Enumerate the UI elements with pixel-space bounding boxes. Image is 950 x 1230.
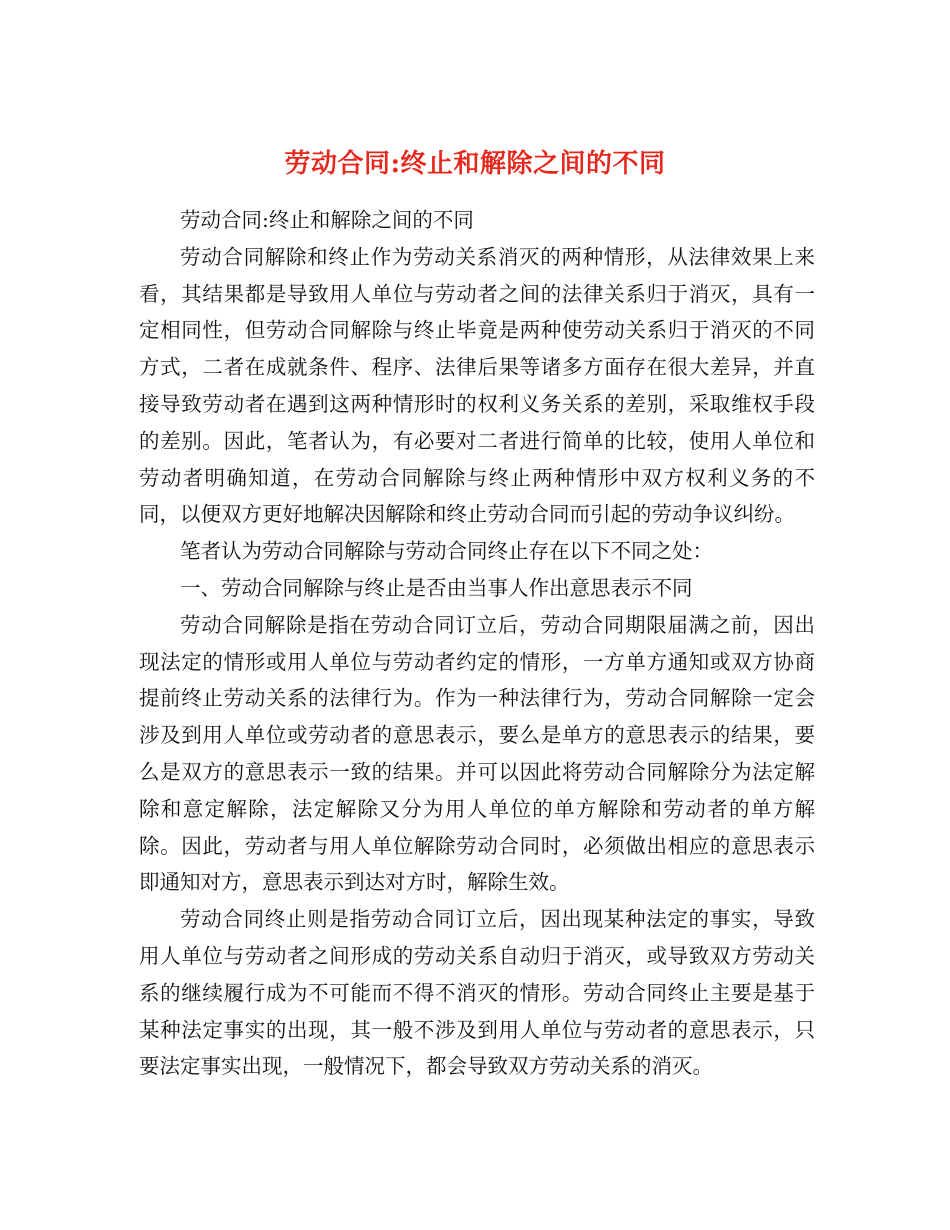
document-title: 劳动合同:终止和解除之间的不同 <box>284 149 666 180</box>
body-paragraph: 劳动合同终止则是指劳动合同订立后，因出现某种法定的事实，导致用人单位与劳动者之间形成的劳动关系自动归于消灭，或导致双方劳动关系的继续履行成为不可能而不得不消灭的情形。劳动合同终止主要是基于某种法定事实的出现，其一般不涉及到用人单位与劳动者的意思表示，只要法定事实出现，一般情况下，都会导致双方劳动关系的消灭。 <box>139 907 815 1079</box>
body-paragraph: 劳动合同解除和终止作为劳动关系消灭的两种情形，从法律效果上来看，其结果都是导致用人单位与劳动者之间的法律关系归于消灭，具有一定相同性，但劳动合同解除与终止毕竟是两种使劳动关系归于消灭的不同方式，二者在成就条件、程序、法律后果等诸多方面存在很大差异，并直接导致劳动者在遇到这两种情形时的权利义务关系的差别，采取维权手段的差别。因此，笔者认为，有必要对二者进行简单的比较，使用人单位和劳动者明确知道，在劳动合同解除与终止两种情形中双方权利义务的不同，以便双方更好地解决因解除和终止劳动合同而引起的劳动争议纠纷。 <box>139 244 815 527</box>
document-body <box>139 202 815 1085</box>
section-heading: 一、劳动合同解除与终止是否由当事人作出意思表示不同 <box>180 575 693 600</box>
subtitle-paragraph: 劳动合同:终止和解除之间的不同 <box>180 208 474 232</box>
body-paragraph: 劳动合同解除是指在劳动合同订立后，劳动合同期限届满之前，因出现法定的情形或用人单位与劳动者约定的情形，一方单方通知或双方协商提前终止劳动关系的法律行为。作为一种法律行为，劳动合同解除一定会涉及到用人单位或劳动者的意思表示，要么是单方的意思表示的结果，要么是双方的意思表示一致的结果。并可以因此将劳动合同解除分为法定解除和意定解除，法定解除又分为用人单位的单方解除和劳动者的单方解除。因此，劳动者与用人单位解除劳动合同时，必须做出相应的意思表示即通知对方，意思表示到达对方时，解除生效。 <box>139 612 815 895</box>
body-paragraph: 笔者认为劳动合同解除与劳动合同终止存在以下不同之处： <box>180 539 713 564</box>
